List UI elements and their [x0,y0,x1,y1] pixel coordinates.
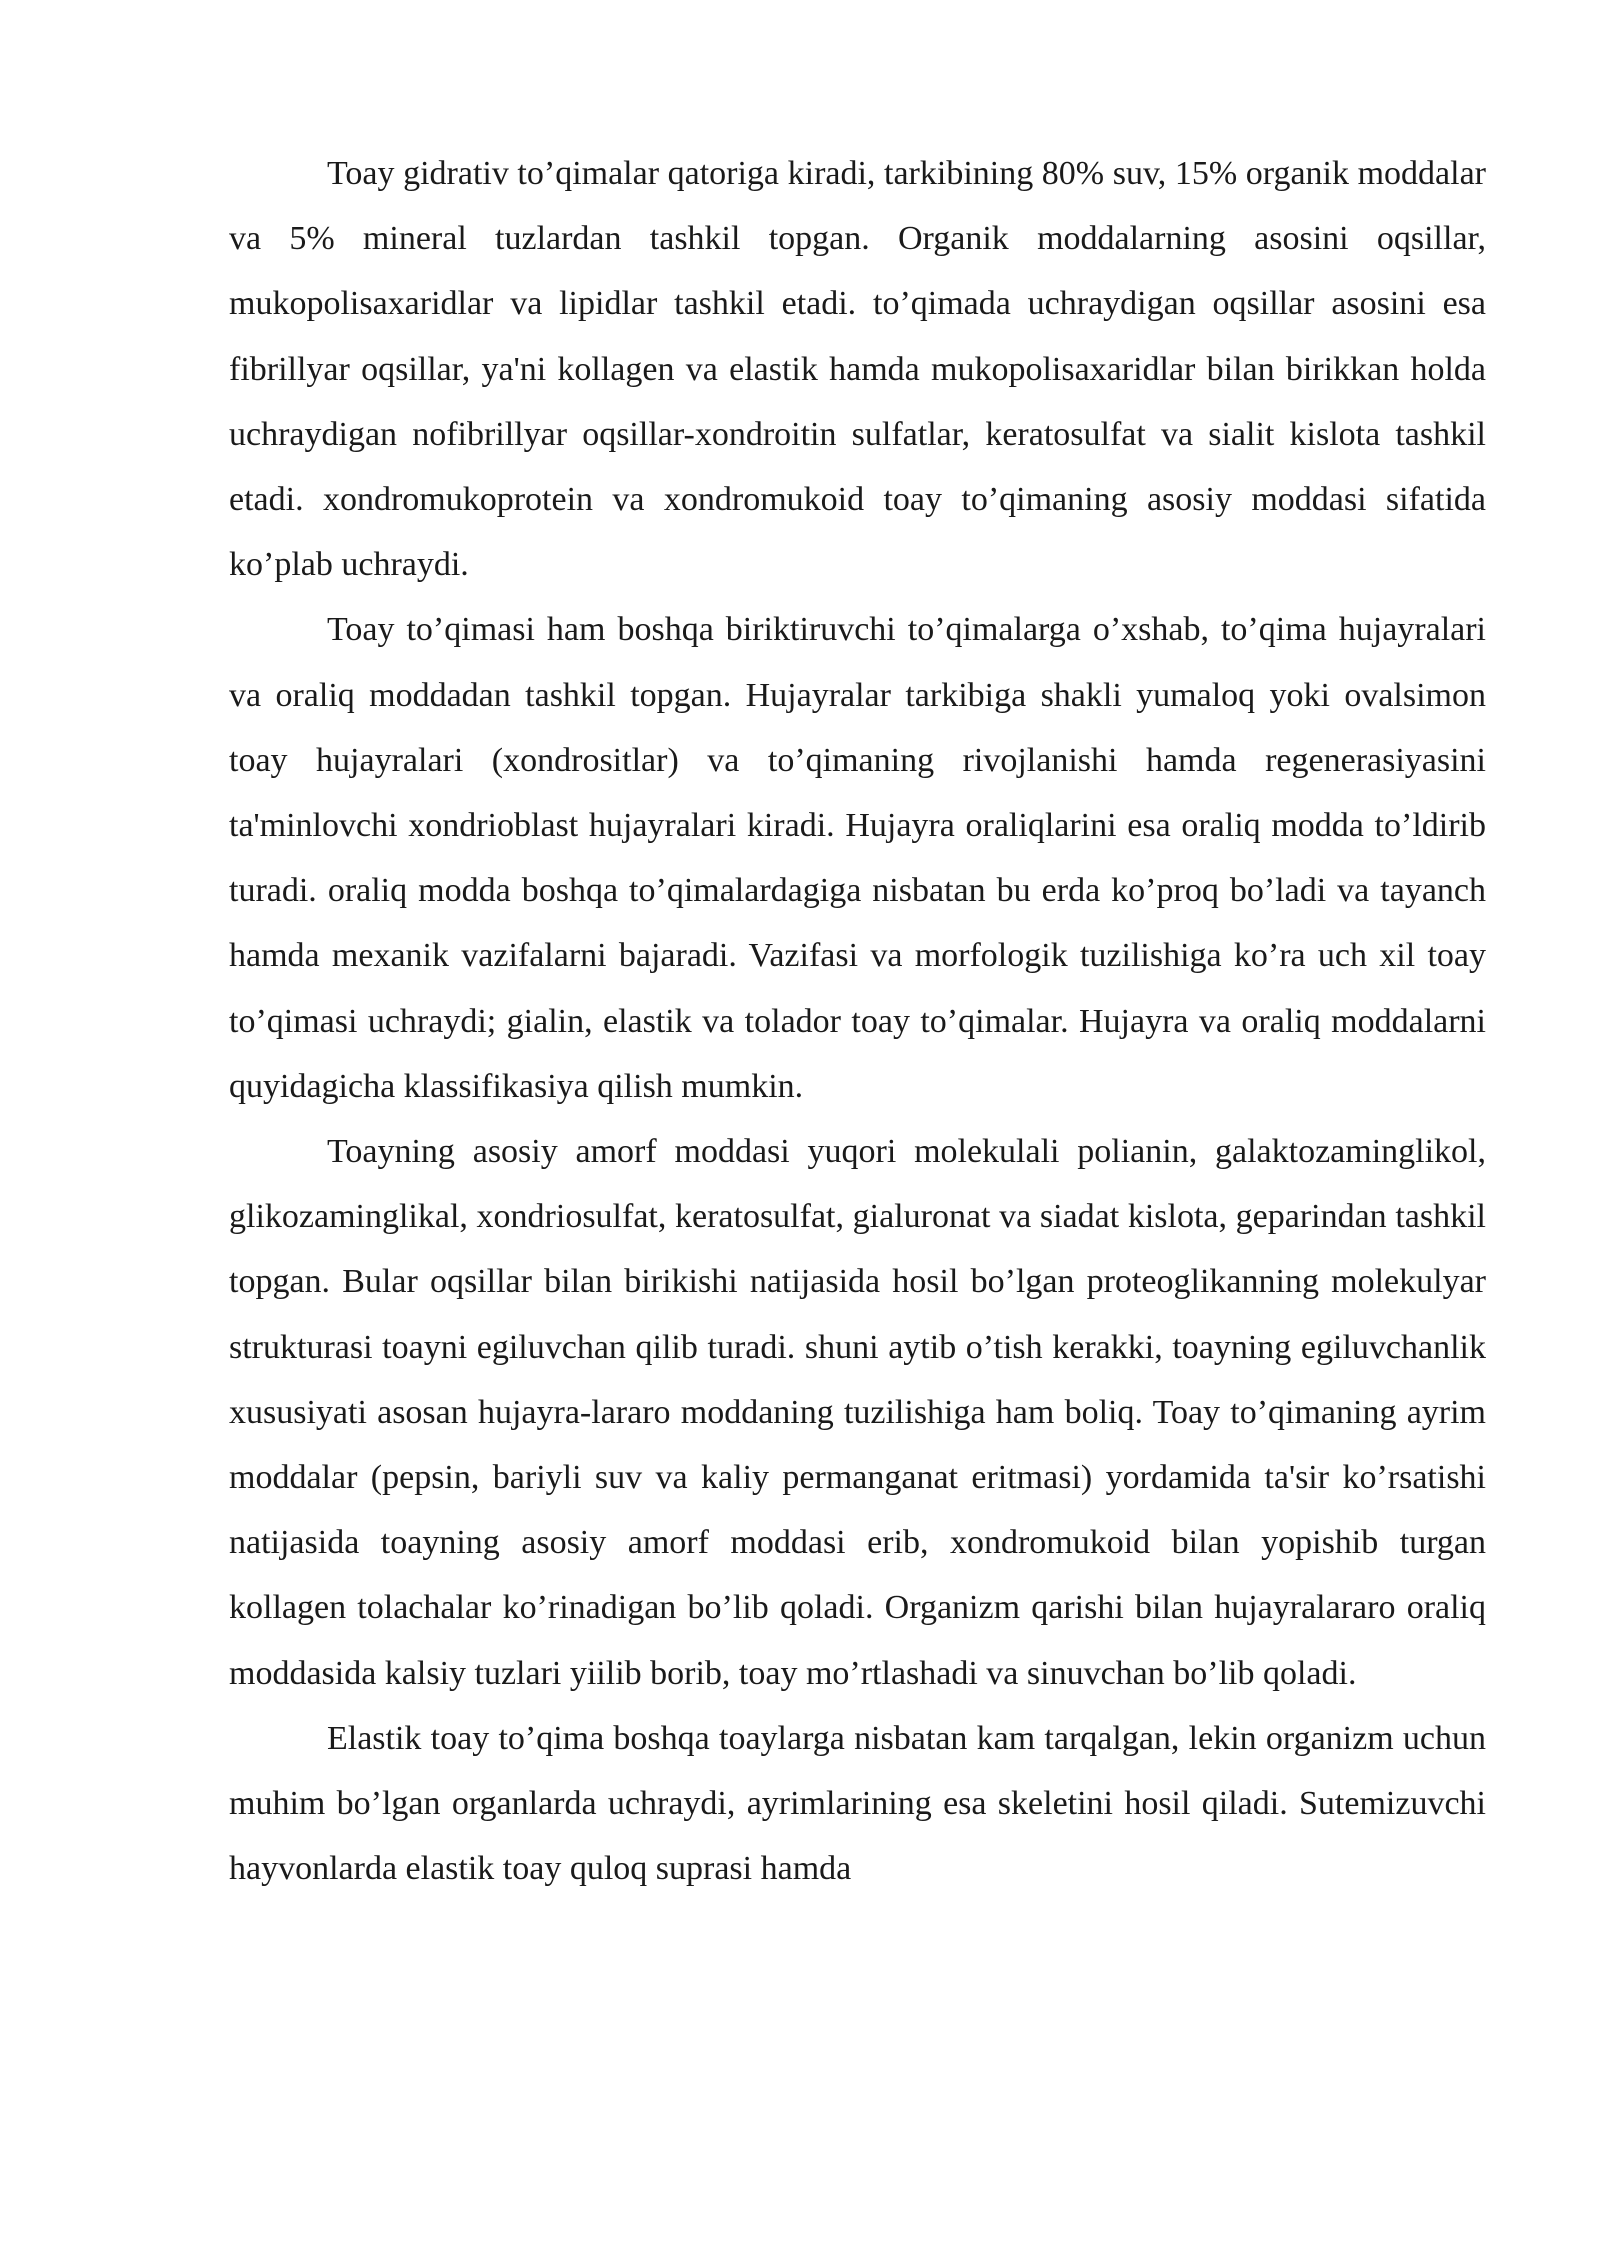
paragraph-elastic-cartilage: Elastik toay to’qima boshqa toaylarga nisbatan kam tarqalgan, lekin organizm uchun muhim bo’lgan organlarda uchraydi, ayrimlarining esa skeletini hosil qiladi. Sutemizuvchi hayvonlarda elastik toay quloq suprasi hamda [229,1719,1486,1888]
page-body-text [229,141,1486,1901]
paragraph-cartilage-composition: Toay gidrativ to’qimalar qatoriga kiradi, tarkibining 80% suv, 15% organik moddalar va 5% mineral tuzlardan tashkil topgan. Organik moddalarning asosini oqsillar, mukopolisaxaridlar va lipidlar tashkil etadi. to’qimada uchraydigan oqsillar asosini esa fibrillyar oqsillar, ya'ni kollagen va elastik hamda mukopolisaxaridlar bilan birikkan holda uchraydigan nofibrillyar oqsillar-xondroitin sulfatlar, keratosulfat va sialit kislota tashkil etadi. xondromukoprotein va xondromukoid toay to’qimaning asosiy moddasi sifatida ko’plab uchraydi. [229,155,1486,584]
paragraph-amorphous-substance: Toayning asosiy amorf moddasi yuqori molekulali polianin, galaktozaminglikol, glikozaminglikal, xondriosulfat, keratosulfat, gialuronat va siadat kislota, geparindan tashkil topgan. Bular oqsillar bilan birikishi natijasida hosil bo’lgan proteoglikanning molekulyar strukturasi toayni egiluvchan qilib turadi. shuni aytib o’tish kerakki, toayning egiluvchanlik xususiyati asosan hujayra-lararo moddaning tuzilishiga ham boliq. Toay to’qimaning ayrim moddalar (pepsin, bariyli suv va kaliy permanganat eritmasi) yordamida ta'sir ko’rsatishi natijasida toayning asosiy amorf moddasi erib, xondromukoid bilan yopishib turgan kollagen tolachalar ko’rinadigan bo’lib qoladi. Organizm qarishi bilan hujayralararo oraliq moddasida kalsiy tuzlari yiilib borib, toay mo’rtlashadi va sinuvchan bo’lib qoladi. [229,1133,1486,1692]
paragraph-cartilage-structure: Toay to’qimasi ham boshqa biriktiruvchi to’qimalarga o’xshab, to’qima hujayralari va oraliq moddadan tashkil topgan. Hujayralar tarkibiga shakli yumaloq yoki ovalsimon toay hujayralari (xondrositlar) va to’qimaning rivojlanishi hamda regenerasiyasini ta'minlovchi xondrioblast hujayralari kiradi. Hujayra oraliqlarini esa oraliq modda to’ldirib turadi. oraliq modda boshqa to’qimalardagiga nisbatan bu erda ko’proq bo’ladi va tayanch hamda mexanik vazifalarni bajaradi. Vazifasi va morfologik tuzilishiga ko’ra uch xil toay to’qimasi uchraydi; gialin, elastik va tolador toay to’qimalar. Hujayra va oraliq moddalarni quyidagicha klassifikasiya qilish mumkin. [229,611,1486,1105]
